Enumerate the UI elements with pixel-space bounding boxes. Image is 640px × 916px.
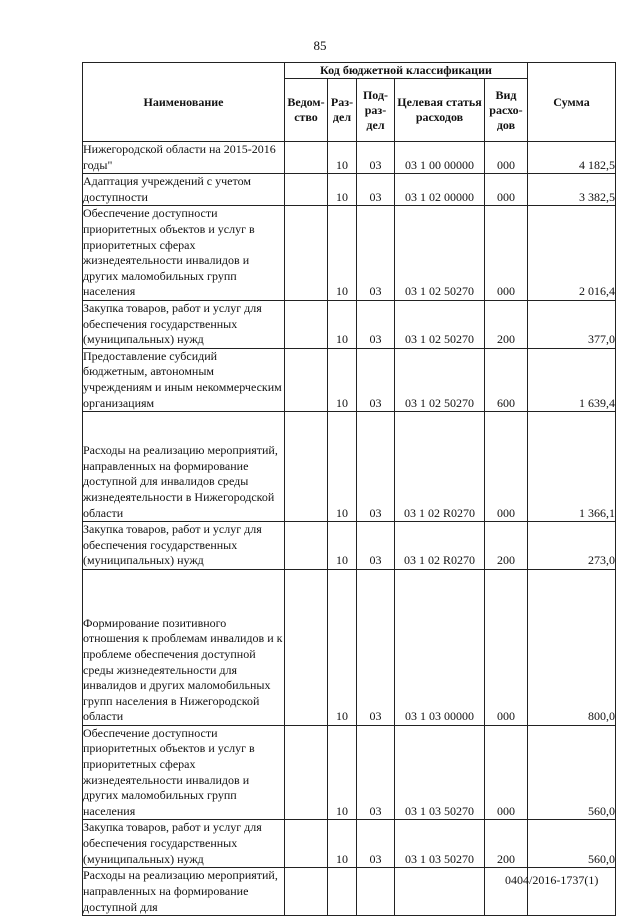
row-expense-type: 200	[485, 522, 528, 570]
row-target-article: 03 1 03 50270	[395, 820, 485, 868]
header-classification-group: Код бюджетной классификации	[285, 63, 528, 79]
row-razdel: 10	[328, 522, 357, 570]
row-target-article: 03 1 02 50270	[395, 206, 485, 301]
row-name: Закупка товаров, работ и услуг для обеспечения государственных (муниципальных) нужд	[83, 820, 285, 868]
row-expense-type: 200	[485, 820, 528, 868]
table-row	[83, 142, 616, 174]
row-sum: 2 016,4	[528, 206, 616, 301]
table-row	[83, 300, 616, 348]
row-vedomstvo	[285, 412, 328, 522]
row-expense-type: 000	[485, 569, 528, 725]
row-razdel	[328, 868, 357, 916]
row-vedomstvo	[285, 820, 328, 868]
row-podrazdel: 03	[357, 142, 395, 174]
row-name: Закупка товаров, работ и услуг для обеспечения государственных (муниципальных) нужд	[83, 522, 285, 570]
table-row	[83, 820, 616, 868]
row-target-article: 03 1 03 50270	[395, 725, 485, 820]
row-name: Закупка товаров, работ и услуг для обеспечения государственных (муниципальных) нужд	[83, 300, 285, 348]
row-vedomstvo	[285, 522, 328, 570]
row-vedomstvo	[285, 348, 328, 411]
row-target-article	[395, 868, 485, 916]
header-expense-type: Вид расхо-дов	[485, 79, 528, 142]
row-razdel: 10	[328, 142, 357, 174]
table-row	[83, 174, 616, 206]
header-razdel: Раз-дел	[328, 79, 357, 142]
row-target-article: 03 1 02 R0270	[395, 412, 485, 522]
row-name: Обеспечение доступности приоритетных объектов и услуг в приоритетных сферах жизнедеятельности инвалидов и других маломобильных групп населения	[83, 206, 285, 301]
row-name: Нижегородской области на 2015-2016 годы"	[83, 142, 285, 174]
row-target-article: 03 1 02 50270	[395, 348, 485, 411]
table-row	[83, 206, 616, 301]
row-podrazdel: 03	[357, 725, 395, 820]
row-target-article: 03 1 02 00000	[395, 174, 485, 206]
row-target-article: 03 1 02 50270	[395, 300, 485, 348]
row-expense-type: 000	[485, 142, 528, 174]
row-name: Расходы на реализацию мероприятий, направленных на формирование доступной для инвалидов среды жизнедеятельности в Нижегородской области	[83, 412, 285, 522]
document-code: 0404/2016-1737(1)	[505, 873, 599, 887]
row-sum: 3 382,5	[528, 174, 616, 206]
table-row	[83, 348, 616, 411]
row-vedomstvo	[285, 725, 328, 820]
row-vedomstvo	[285, 300, 328, 348]
header-name: Наименование	[83, 63, 285, 142]
row-podrazdel	[357, 868, 395, 916]
row-expense-type: 000	[485, 725, 528, 820]
row-target-article: 03 1 03 00000	[395, 569, 485, 725]
row-podrazdel: 03	[357, 522, 395, 570]
row-name: Предоставление субсидий бюджетным, автономным учреждениям и иным некоммерческим организациям	[83, 348, 285, 411]
row-sum: 377,0	[528, 300, 616, 348]
row-podrazdel: 03	[357, 820, 395, 868]
row-razdel: 10	[328, 206, 357, 301]
row-razdel: 10	[328, 412, 357, 522]
row-name: Обеспечение доступности приоритетных объектов и услуг в приоритетных сферах жизнедеятельности инвалидов и других маломобильных групп населения	[83, 725, 285, 820]
row-vedomstvo	[285, 142, 328, 174]
row-name: Расходы на реализацию мероприятий, направленных на формирование доступной для	[83, 868, 285, 916]
row-sum: 800,0	[528, 569, 616, 725]
table-row	[83, 725, 616, 820]
row-podrazdel: 03	[357, 300, 395, 348]
header-sum: Сумма	[528, 63, 616, 142]
row-expense-type: 000	[485, 206, 528, 301]
row-razdel: 10	[328, 569, 357, 725]
page-number: 85	[313, 38, 327, 53]
row-razdel: 10	[328, 174, 357, 206]
row-sum: 1 639,4	[528, 348, 616, 411]
row-razdel: 10	[328, 348, 357, 411]
row-name: Формирование позитивного отношения к проблемам инвалидов и к проблеме обеспечения доступной среды жизнедеятельности для инвалидов и других маломобильных групп населения в Нижегородской области	[83, 569, 285, 725]
row-sum: 1 366,1	[528, 412, 616, 522]
row-name: Адаптация учреждений с учетом доступности	[83, 174, 285, 206]
row-razdel: 10	[328, 725, 357, 820]
row-podrazdel: 03	[357, 174, 395, 206]
header-target-article: Целевая статья расходов	[395, 79, 485, 142]
table-body	[83, 142, 616, 916]
row-podrazdel: 03	[357, 569, 395, 725]
row-target-article: 03 1 02 R0270	[395, 522, 485, 570]
row-expense-type: 000	[485, 174, 528, 206]
row-vedomstvo	[285, 174, 328, 206]
table-header	[83, 63, 616, 142]
row-vedomstvo	[285, 569, 328, 725]
row-sum: 560,0	[528, 725, 616, 820]
row-sum: 560,0	[528, 820, 616, 868]
table-row	[83, 522, 616, 570]
row-expense-type: 200	[485, 300, 528, 348]
table-row	[83, 412, 616, 522]
row-razdel: 10	[328, 820, 357, 868]
row-podrazdel: 03	[357, 206, 395, 301]
row-vedomstvo	[285, 868, 328, 916]
table-row	[83, 569, 616, 725]
row-expense-type: 000	[485, 412, 528, 522]
row-sum: 273,0	[528, 522, 616, 570]
row-expense-type: 600	[485, 348, 528, 411]
header-podrazdel: Под-раз-дел	[357, 79, 395, 142]
row-podrazdel: 03	[357, 412, 395, 522]
row-podrazdel: 03	[357, 348, 395, 411]
row-target-article: 03 1 00 00000	[395, 142, 485, 174]
row-sum: 4 182,5	[528, 142, 616, 174]
row-vedomstvo	[285, 206, 328, 301]
row-razdel: 10	[328, 300, 357, 348]
header-vedomstvo: Ведом-ство	[285, 79, 328, 142]
budget-table	[82, 62, 616, 916]
